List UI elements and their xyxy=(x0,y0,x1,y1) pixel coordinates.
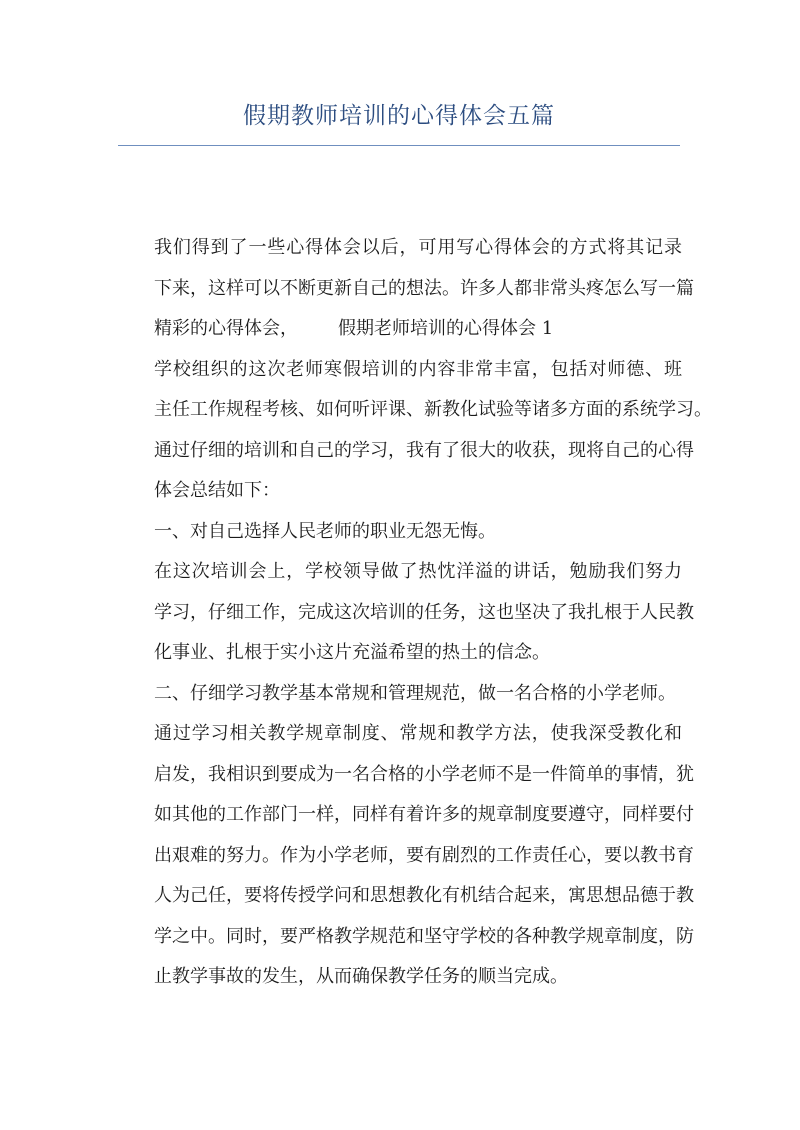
text-line xyxy=(118,309,682,350)
paragraph-training-content xyxy=(118,350,712,512)
text-line: 化事业、扎根于实小这片充溢希望的热土的信念。 xyxy=(154,642,550,663)
title-underline xyxy=(118,145,680,146)
text-line: 我们得到了一些心得体会以后，可用写心得体会的方式将其记录 xyxy=(154,237,682,258)
text-line: 通过学习相关教学规章制度、常规和教学方法，使我深受教化和 xyxy=(154,723,682,744)
paragraph-regulations xyxy=(118,714,694,998)
document-title: 假期教师培训的心得体会五篇 xyxy=(243,103,555,129)
text-line: 体会总结如下： xyxy=(154,480,280,501)
document-body xyxy=(118,228,712,998)
section-heading-two xyxy=(118,674,682,715)
text-line: 学校组织的这次老师寒假培训的内容非常丰富，包括对师德、班 xyxy=(154,358,682,380)
text-line: 启发，我相识到要成为一名合格的小学老师不是一件简单的事情，犹 xyxy=(154,763,694,785)
text-line: 主任工作规程考核、如何听评课、新教化试验等诸多方面的系统学习。 xyxy=(154,399,712,420)
text-line: 下来，这样可以不断更新自己的想法。许多人都非常头疼怎么写一篇 xyxy=(154,277,694,299)
text-line: 人为己任，要将传授学问和思想教化有机结合起来，寓思想品德于教 xyxy=(154,885,694,906)
text-line: 二、仔细学习教学基本常规和管理规范，做一名合格的小学老师。 xyxy=(154,682,676,704)
text-line: 通过仔细的培训和自己的学习，我有了很大的收获，现将自己的心得 xyxy=(154,439,694,461)
paragraph-leadership-speech xyxy=(118,552,694,674)
text-line: 如其他的工作部门一样，同样有着许多的规章制度要遵守，同样要付 xyxy=(154,804,694,825)
text-fragment: 精彩的心得体会， xyxy=(154,318,298,339)
text-line: 出艰难的努力。作为小学老师，要有剧烈的工作责任心，要以教书育 xyxy=(154,844,694,866)
text-line: 一、对自己选择人民老师的职业无怨无悔。 xyxy=(154,520,496,542)
paragraph-intro xyxy=(118,228,694,350)
text-line: 学之中。同时，要严格教学规范和坚守学校的各种教学规章制度，防 xyxy=(154,925,694,947)
text-line: 止教学事故的发生，从而确保教学任务的顺当完成。 xyxy=(154,966,568,987)
text-line: 学习，仔细工作，完成这次培训的任务，这也坚决了我扎根于人民教 xyxy=(154,601,694,623)
text-fragment: 假期老师培训的心得体会 1 xyxy=(338,318,554,339)
text-line: 在这次培训会上，学校领导做了热忱洋溢的讲话，勉励我们努力 xyxy=(154,561,682,582)
section-heading-one xyxy=(118,512,682,553)
